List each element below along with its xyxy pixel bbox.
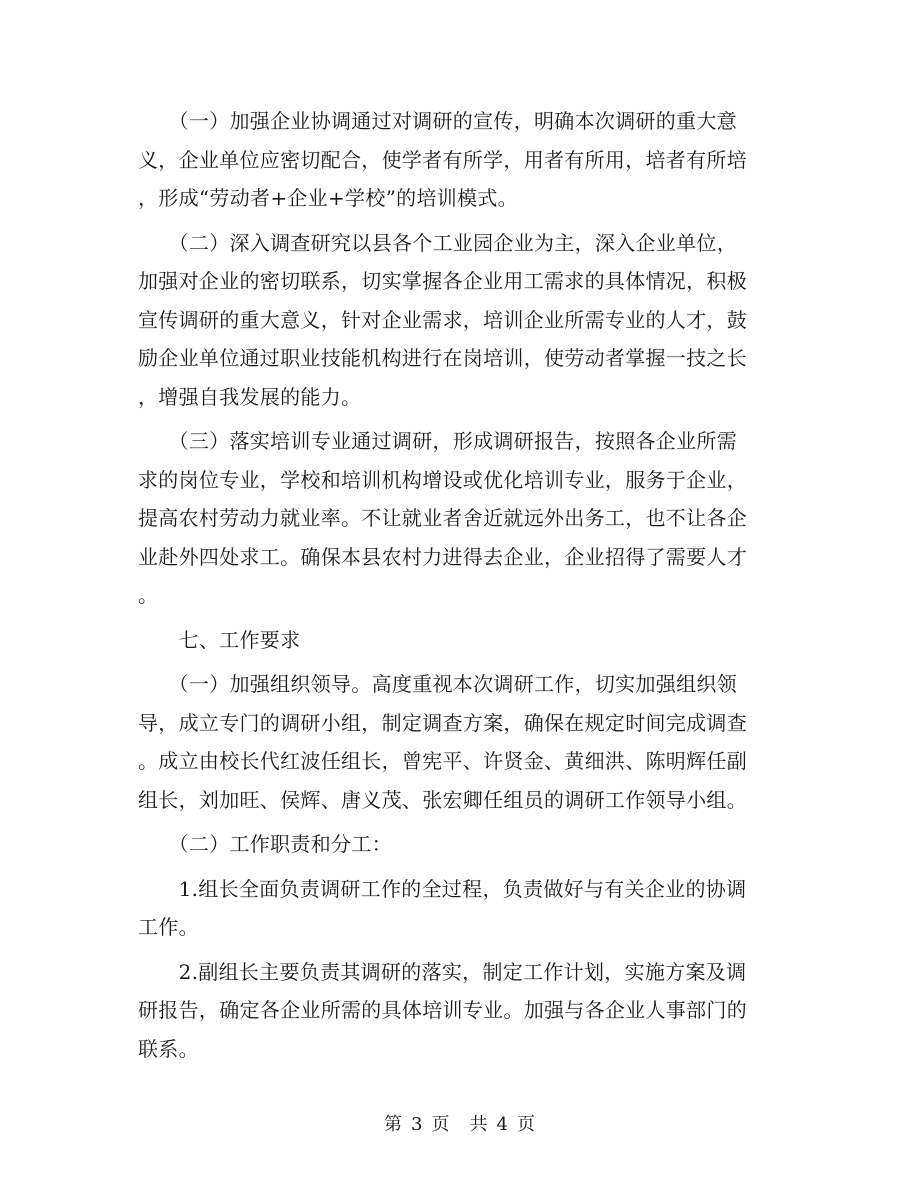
text-line: 励企业单位通过职业技能机构进行在岗培训，使劳动者掌握一技之长 <box>138 346 747 370</box>
text-line: （二）工作职责和分工： <box>138 832 392 856</box>
text-line: ，增强自我发展的能力。 <box>138 384 362 409</box>
text-line: 业赴外四处求工。确保本县农村力进得去企业，企业招得了需要人才 <box>138 544 747 569</box>
section-heading <box>138 621 788 660</box>
text-line: 联系。 <box>138 1036 199 1061</box>
text-line: （二）深入调查研究以县各个工业园企业为主，深入企业单位， <box>138 230 737 255</box>
document-body <box>138 102 788 1074</box>
paragraph-2 <box>138 224 788 417</box>
text-line: 宣传调研的重大意义，针对企业需求，培训企业所需专业的人才，鼓 <box>138 307 747 332</box>
text-line: 。成立由校长代红波任组长，曾宪平、许贤金、黄细洪、陈明辉任副 <box>138 749 747 773</box>
paragraph-8 <box>138 953 788 1069</box>
paragraph-5 <box>138 665 788 819</box>
text-line: 工作。 <box>138 915 199 939</box>
text-line: 研报告，确定各企业所需的具体培训专业。加强与各企业人事部门的 <box>138 998 747 1022</box>
text-line: 导，成立专门的调研小组，制定调查方案，确保在规定时间完成调查 <box>138 710 747 735</box>
text-line: 提高农村劳动力就业率。不让就业者舍近就远外出务工，也不让各企 <box>138 506 747 530</box>
paragraph-7 <box>138 870 788 947</box>
paragraph-1 <box>138 102 788 218</box>
text-line: （一）加强组织领导。高度重视本次调研工作，切实加强组织领 <box>138 672 737 696</box>
text-line: 1.组长全面负责调研工作的全过程，负责做好与有关企业的协调 <box>138 876 747 901</box>
text-line: 。 <box>138 583 159 607</box>
page-footer <box>0 1110 920 1136</box>
footer-middle: 页 共 <box>431 1114 489 1135</box>
footer-prefix: 第 <box>384 1114 404 1135</box>
text-line: 求的岗位专业，学校和培训机构增设或优化培训专业，服务于企业， <box>138 467 747 492</box>
footer-total-pages: 4 <box>496 1114 509 1135</box>
text-line: 七、工作要求 <box>138 627 301 652</box>
footer-suffix: 页 <box>516 1114 536 1135</box>
text-line: 组长，刘加旺、侯辉、唐义茂、张宏卿任组员的调研工作领导小组。 <box>138 787 747 812</box>
paragraph-6 <box>138 825 788 864</box>
footer-current-page: 3 <box>411 1114 424 1135</box>
text-line: ，形成“劳动者+企业+学校”的培训模式。 <box>138 186 518 210</box>
text-line: 加强对企业的密切联系，切实掌握各企业用工需求的具体情况，积极 <box>138 269 747 293</box>
text-line: （一）加强企业协调通过对调研的宣传，明确本次调研的重大意 <box>138 109 737 133</box>
text-line: 义，企业单位应密切配合，使学者有所学，用者有所用，培者有所培 <box>138 147 747 172</box>
paragraph-3 <box>138 422 788 615</box>
text-line: 2.副组长主要负责其调研的落实，制定工作计划，实施方案及调 <box>138 959 747 984</box>
text-line: （三）落实培训专业通过调研，形成调研报告，按照各企业所需 <box>138 429 737 453</box>
